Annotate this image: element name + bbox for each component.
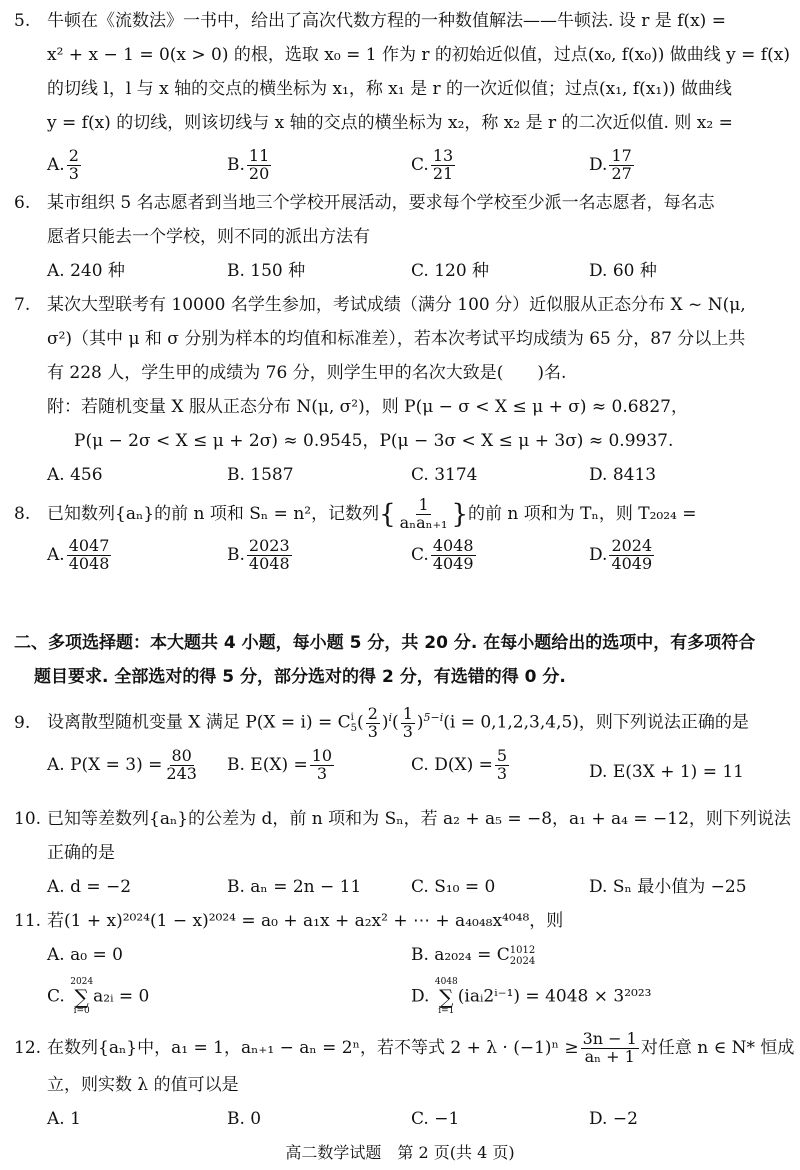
options-row	[14, 938, 784, 974]
section-header	[14, 626, 789, 694]
question-number: 10.	[14, 809, 42, 829]
section-instructions: 题目要求. 全部选对的得 5 分，部分选对的得 2 分，有选错的得 0 分.	[34, 667, 566, 687]
options-row	[14, 254, 784, 288]
option-b[interactable]: B. 0	[227, 1109, 262, 1129]
options-row	[14, 1102, 784, 1136]
question-12: 12. 在数列{aₙ}中，a₁ = 1，aₙ₊₁ − aₙ = 2ⁿ，若不等式 2 + λ · (−1)ⁿ ≥ $\frac{3n - 1}{\text{aₙ + 1}}$ 对任意 n ∈ N* 恒成 立，则实数 λ 的值可以是 A. 1 B. 0 C. −1 D. −2	[14, 1028, 784, 1136]
option-b[interactable]: B. 1587	[227, 465, 294, 485]
option-b[interactable]: B. 150 种	[227, 261, 306, 281]
option-b[interactable]: B. $\frac{11}{20}$	[227, 146, 270, 183]
option-b[interactable]: B. a₂₀₂₄ = C 1012 2024	[411, 944, 536, 967]
option-d[interactable]: D. $\frac{17}{27}$	[589, 146, 632, 183]
option-c[interactable]: C. D(X) = $\frac{5}{3}$	[411, 746, 508, 783]
page-footer: 高二数学试题 第 2 页(共 4 页)	[285, 1143, 515, 1162]
option-d[interactable]: D. −2	[589, 1109, 638, 1129]
option-b[interactable]: B. $\frac{2023}{4048}$	[227, 536, 290, 573]
option-c[interactable]: C. $\frac{13}{21}$	[411, 146, 454, 183]
question-text: 牛顿在《流数法》一书中，给出了高次代数方程的一种数值解法——牛顿法. 设 r 是 f(x) =	[47, 11, 726, 31]
option-d[interactable]: D. 4048 ∑ i=1 (iaᵢ2ⁱ⁻¹) = 4048 × 3²⁰²³	[411, 977, 652, 1016]
option-c[interactable]: C. 3174	[411, 465, 478, 485]
options-row	[14, 534, 784, 584]
question-text: 有 228 人，学生甲的成绩为 76 分，则学生甲的名次大致是( )名.	[47, 363, 567, 383]
question-number: 7.	[14, 295, 31, 315]
options-row	[14, 140, 784, 190]
option-d[interactable]: D. E(3X + 1) = 11	[589, 762, 744, 782]
question-5	[14, 4, 790, 190]
question-11	[14, 904, 784, 1024]
option-a[interactable]: A. d = −2	[47, 877, 132, 897]
question-number: 8.	[14, 504, 31, 524]
question-10	[14, 802, 791, 904]
option-c[interactable]: C. S₁₀ = 0	[411, 877, 496, 897]
question-appendix: 附：若随机变量 X 服从正态分布 N(μ, σ²)，则 P(μ − σ < X ≤ μ + σ) ≈ 0.6827，	[47, 397, 688, 417]
question-number: 5.	[14, 11, 31, 31]
question-text: 对任意 n ∈ N* 恒成	[640, 1038, 795, 1058]
option-c[interactable]: C. −1	[411, 1109, 460, 1129]
option-d[interactable]: D. 8413	[589, 465, 657, 485]
question-number: 9.	[14, 712, 31, 733]
options-row	[14, 458, 784, 492]
question-number: 6.	[14, 193, 31, 213]
question-text: 若(1 + x)²⁰²⁴(1 − x)²⁰²⁴ = a₀ + a₁x + a₂x² + ⋯ + a₄₀₄₈x⁴⁰⁴⁸，则	[47, 911, 564, 931]
question-8: 8. 已知数列{aₙ}的前 n 项和 Sₙ = n²，记数列{ $\frac{1}{\text{aₙaₙ₊₁}}$ }的前 n 项和为 Tₙ，则 T₂₀₂₄ = A. $\frac{4047}{4048}$ B. $\frac{2023}{4048}$ C. $\frac{4048}{4049}$ D. $\frac{2024}{4049}$	[14, 494, 784, 584]
option-a[interactable]: A. 240 种	[47, 261, 125, 281]
question-text: σ²)（其中 μ 和 σ 分别为样本的均值和标准差），若本次考试平均成绩为 65 分，87 分以上共	[47, 329, 746, 349]
question-text: 正确的是	[47, 843, 115, 863]
question-9: 9. 设离散型随机变量 X 满足 P(X = i) = C i 5 ( $\frac{2}{3}$ )$^i$( $\frac{1}{3}$ )$^{5-i}$(i = 0,1,2,3,4,5)，则下列说法正确的是 A. P(X = 3) = $\frac{80}{243}$ B. E(X) = $\frac{10}{3}$ C. D(X) = $\frac{5}{3}$ D. E(3X + 1) = 11	[14, 698, 784, 790]
option-a[interactable]: A. a₀ = 0	[47, 945, 123, 965]
question-7	[14, 288, 784, 492]
question-6	[14, 186, 784, 288]
option-a[interactable]: A. 1	[47, 1109, 81, 1129]
option-d[interactable]: D. Sₙ 最小值为 −25	[589, 877, 747, 897]
option-a[interactable]: A. P(X = 3) = $\frac{80}{243}$	[47, 746, 197, 783]
options-row	[14, 870, 784, 904]
question-text: (i = 0,1,2,3,4,5)，则下列说法正确的是	[443, 712, 749, 733]
question-text: 某次大型联考有 10000 名学生参加，考试成绩（满分 100 分）近似服从正态分布 X ~ N(μ,	[47, 295, 746, 315]
option-c[interactable]: C. 2024 ∑ i=0 a₂ᵢ = 0	[47, 977, 150, 1016]
option-c[interactable]: C. $\frac{4048}{4049}$	[411, 536, 474, 573]
question-text: 已知等差数列{aₙ}的公差为 d，前 n 项和为 Sₙ，若 a₂ + a₅ = −8，a₁ + a₄ = −12，则下列说法	[47, 809, 791, 829]
question-text: 愿者只能去一个学校，则不同的派出方法有	[47, 227, 370, 247]
question-number: 11.	[14, 911, 42, 931]
option-a[interactable]: A. $\frac{4047}{4048}$	[47, 536, 110, 573]
question-number: 12.	[14, 1038, 42, 1058]
option-b[interactable]: B. aₙ = 2n − 11	[227, 877, 362, 897]
question-text: 已知数列{aₙ}的前 n 项和 Sₙ = n²，记数列	[47, 504, 380, 524]
options-row	[14, 738, 784, 790]
option-a[interactable]: A. 456	[47, 465, 103, 485]
question-text: x² + x − 1 = 0(x > 0) 的根，选取 x₀ = 1 作为 r 的初始近似值，过点(x₀, f(x₀)) 做曲线 y = f(x)	[47, 45, 790, 65]
option-d[interactable]: D. $\frac{2024}{4049}$	[589, 536, 653, 573]
question-text: 的前 n 项和为 Tₙ，则 T₂₀₂₄ =	[467, 504, 697, 524]
option-a[interactable]: A. $\frac{2}{3}$	[47, 146, 79, 183]
question-text: 在数列{aₙ}中，a₁ = 1，aₙ₊₁ − aₙ = 2ⁿ，若不等式 2 + λ · (−1)ⁿ ≥	[47, 1038, 579, 1058]
question-text: 某市组织 5 名志愿者到当地三个学校开展活动，要求每个学校至少派一名志愿者，每名志	[47, 193, 715, 213]
option-c[interactable]: C. 120 种	[411, 261, 490, 281]
question-text: y = f(x) 的切线，则该切线与 x 轴的交点的横坐标为 x₂，称 x₂ 是 r 的二次近似值. 则 x₂ =	[47, 113, 733, 133]
question-appendix: P(μ − 2σ < X ≤ μ + 2σ) ≈ 0.9545，P(μ − 3σ < X ≤ μ + 3σ) ≈ 0.9937.	[74, 431, 674, 451]
options-row	[14, 974, 784, 1024]
section-title: 二、多项选择题：本大题共 4 小题，每小题 5 分，共 20 分. 在每小题给出的选项中，有多项符合	[14, 633, 756, 653]
option-b[interactable]: B. E(X) = $\frac{10}{3}$	[227, 746, 333, 783]
option-d[interactable]: D. 60 种	[589, 261, 657, 281]
question-text: 设离散型随机变量 X 满足 P(X = i) = C	[47, 712, 351, 733]
question-text: 的切线 l，l 与 x 轴的交点的横坐标为 x₁，称 x₁ 是 r 的一次近似值；过点(x₁, f(x₁)) 做曲线	[47, 79, 732, 99]
question-text: 立，则实数 λ 的值可以是	[47, 1075, 239, 1095]
